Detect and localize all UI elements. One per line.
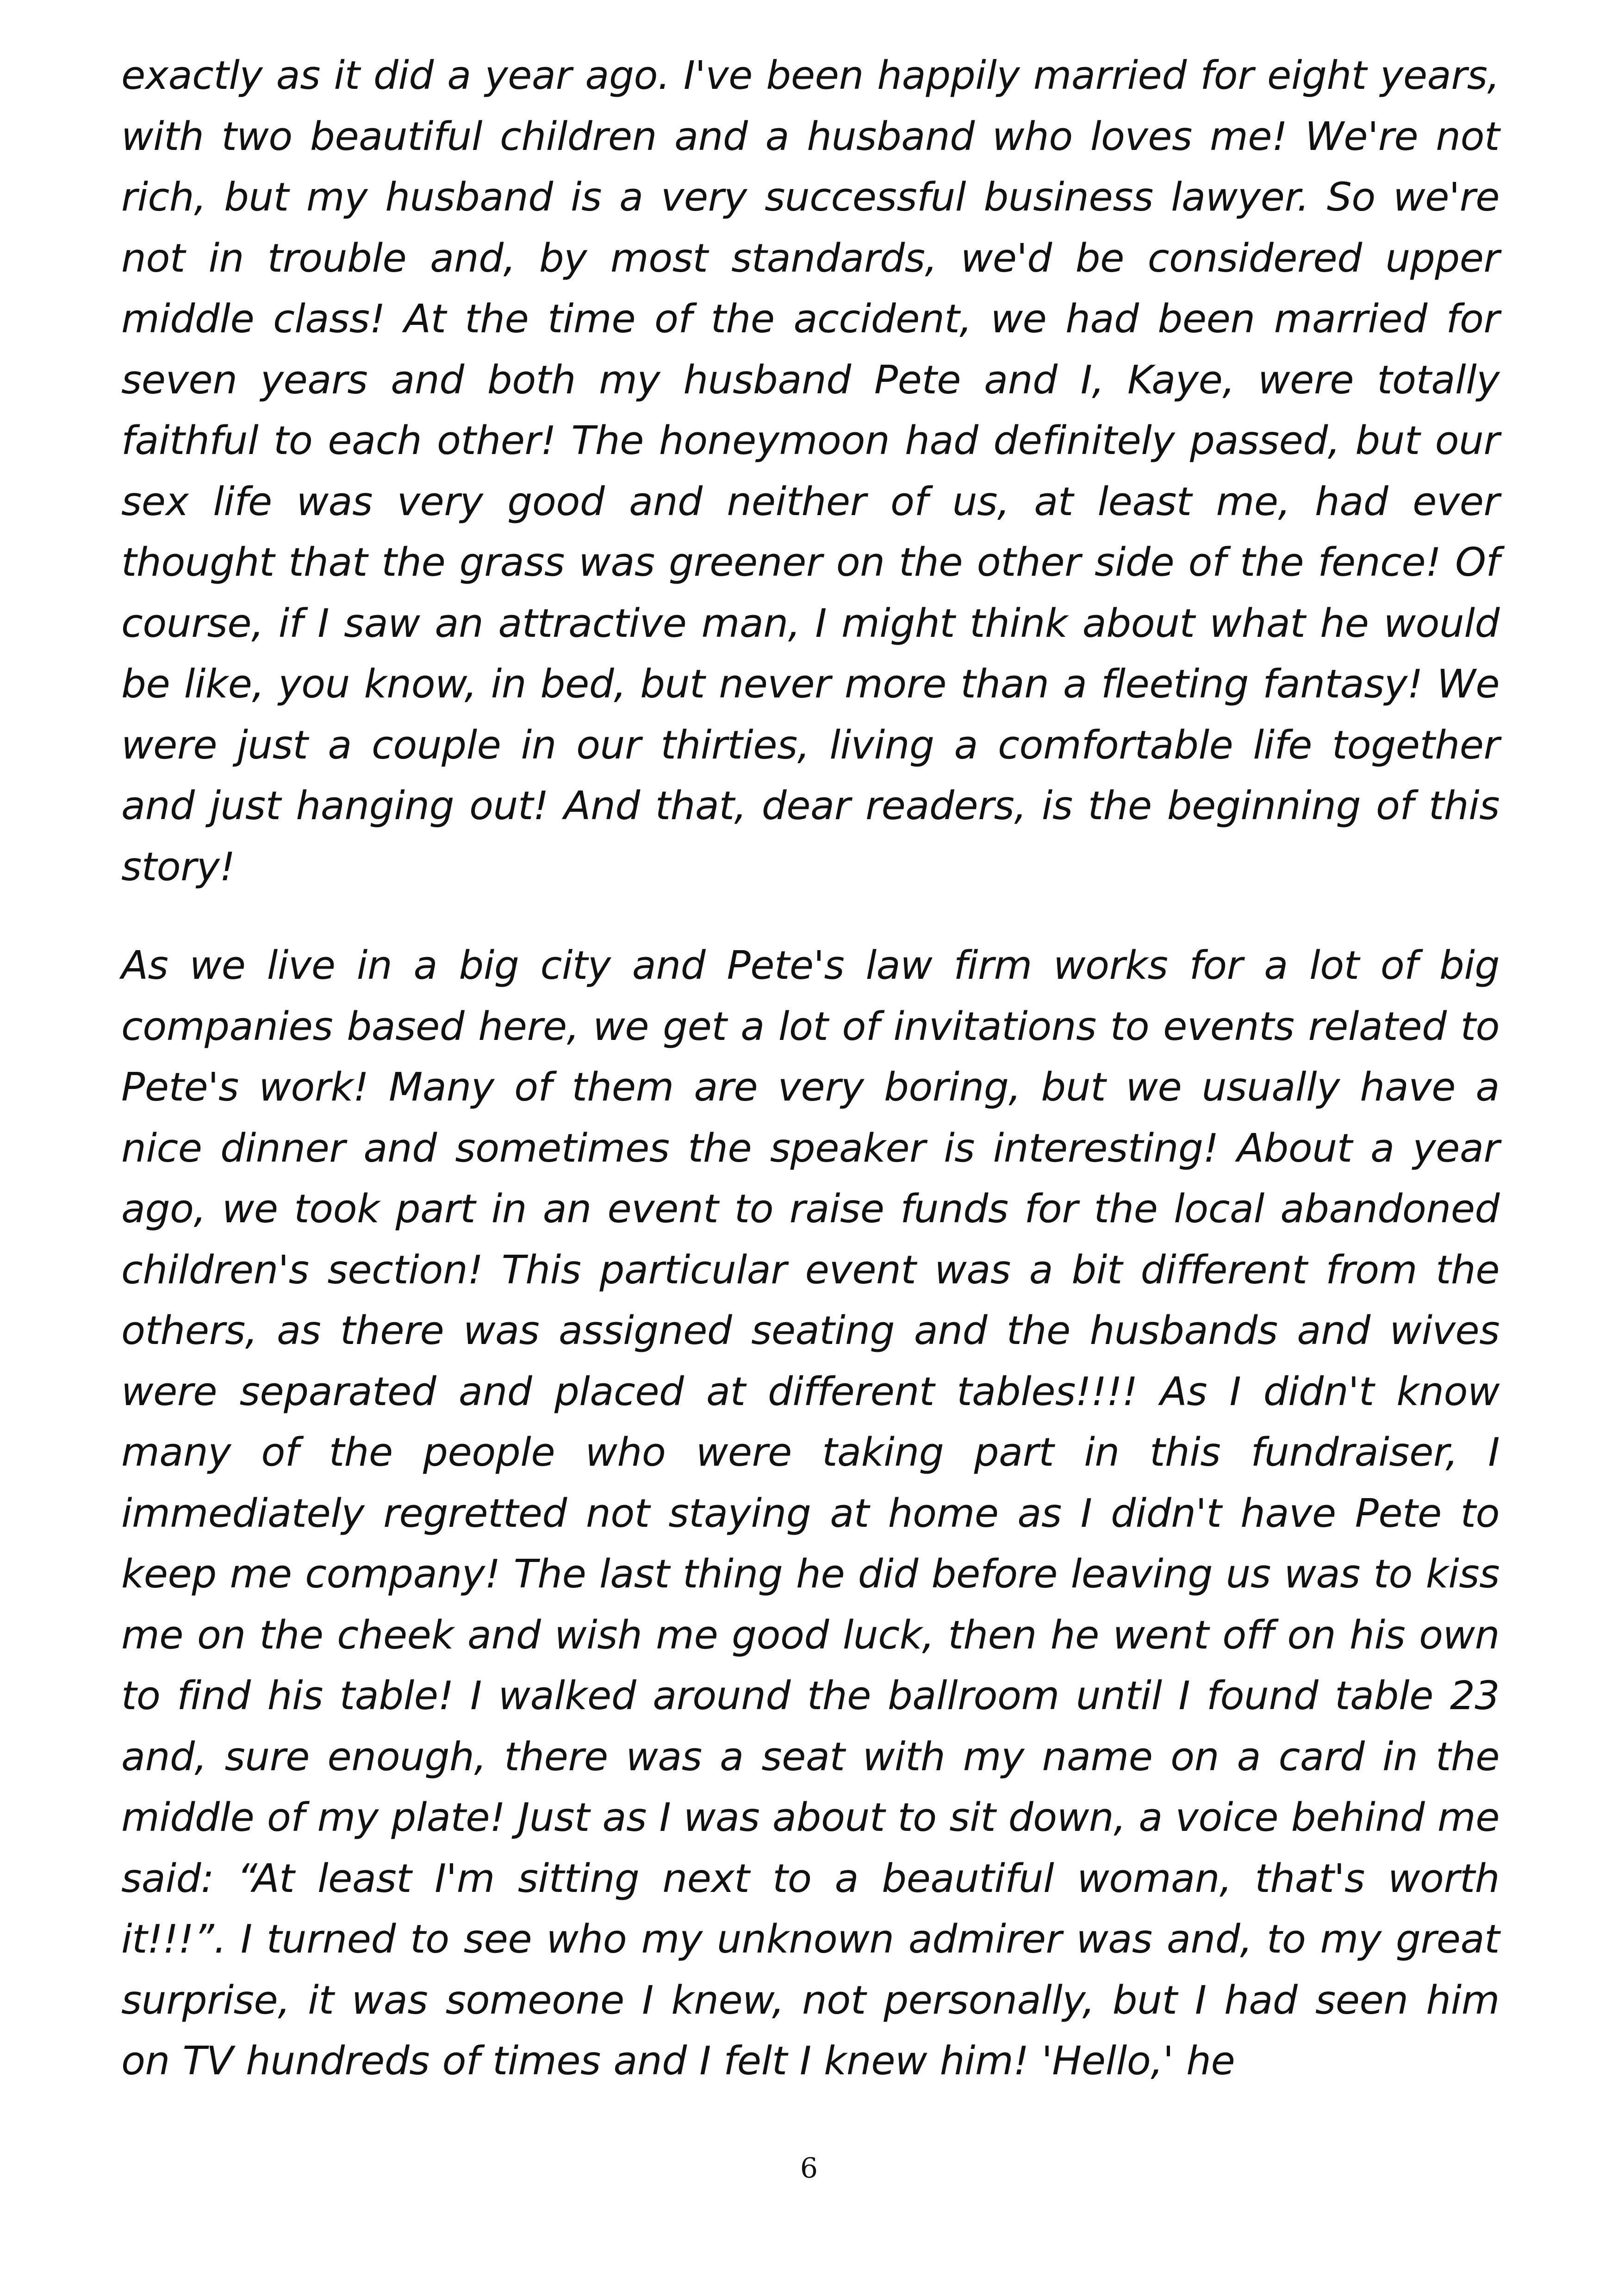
page-number: 6	[800, 2152, 818, 2184]
paragraph-1: exactly as it did a year ago. I've been happily married for eight years, with two beautiful children and a husband who loves me! We're not rich, but my husband is a very successful business lawyer. So we're not in trouble and, by most standards, we'd be considered upper middle class! At the time of the accident, we had been married for seven years and both my husband Pete and I, Kaye, were totally faithful to each other! The honeymoon had definitely passed, but our sex life was very good and neither of us, at least me, had ever thought that the grass was greener on the other side of the fence! Of course, if I saw an attractive man, I might think about what he would be like, you know, in bed, but never more than a fleeting fantasy! We were just a couple in our thirties, living a comfortable life together and just hanging out! And that, dear readers, is the beginning of this story!	[121, 53, 1500, 890]
body-text	[121, 45, 1500, 2092]
paragraph-2: As we live in a big city and Pete's law firm works for a lot of big companies based here, we get a lot of invitations to events related to Pete's work! Many of them are very boring, but we usually have a nice dinner and sometimes the speaker is interesting! About a year ago, we took part in an event to raise funds for the local abandoned children's section! This particular event was a bit different from the others, as there was assigned seating and the husbands and wives were separated and placed at different tables!!!! As I didn't know many of the people who were taking part in this fundraiser, I immediately regretted not staying at home as I didn't have Pete to keep me company! The last thing he did before leaving us was to kiss me on the cheek and wish me good luck, then he went off on his own to find his table! I walked around the ballroom until I found table 23 and, sure enough, there was a seat with my name on a card in the middle of my plate! Just as I was about to sit down, a voice behind me said: “At least I'm sitting next to a beautiful woman, that's worth it!!!”. I turned to see who my unknown admirer was and, to my great surprise, it was someone I knew, not personally, but I had seen him on TV hundreds of times and I felt I knew him! 'Hello,' he	[121, 943, 1500, 2084]
